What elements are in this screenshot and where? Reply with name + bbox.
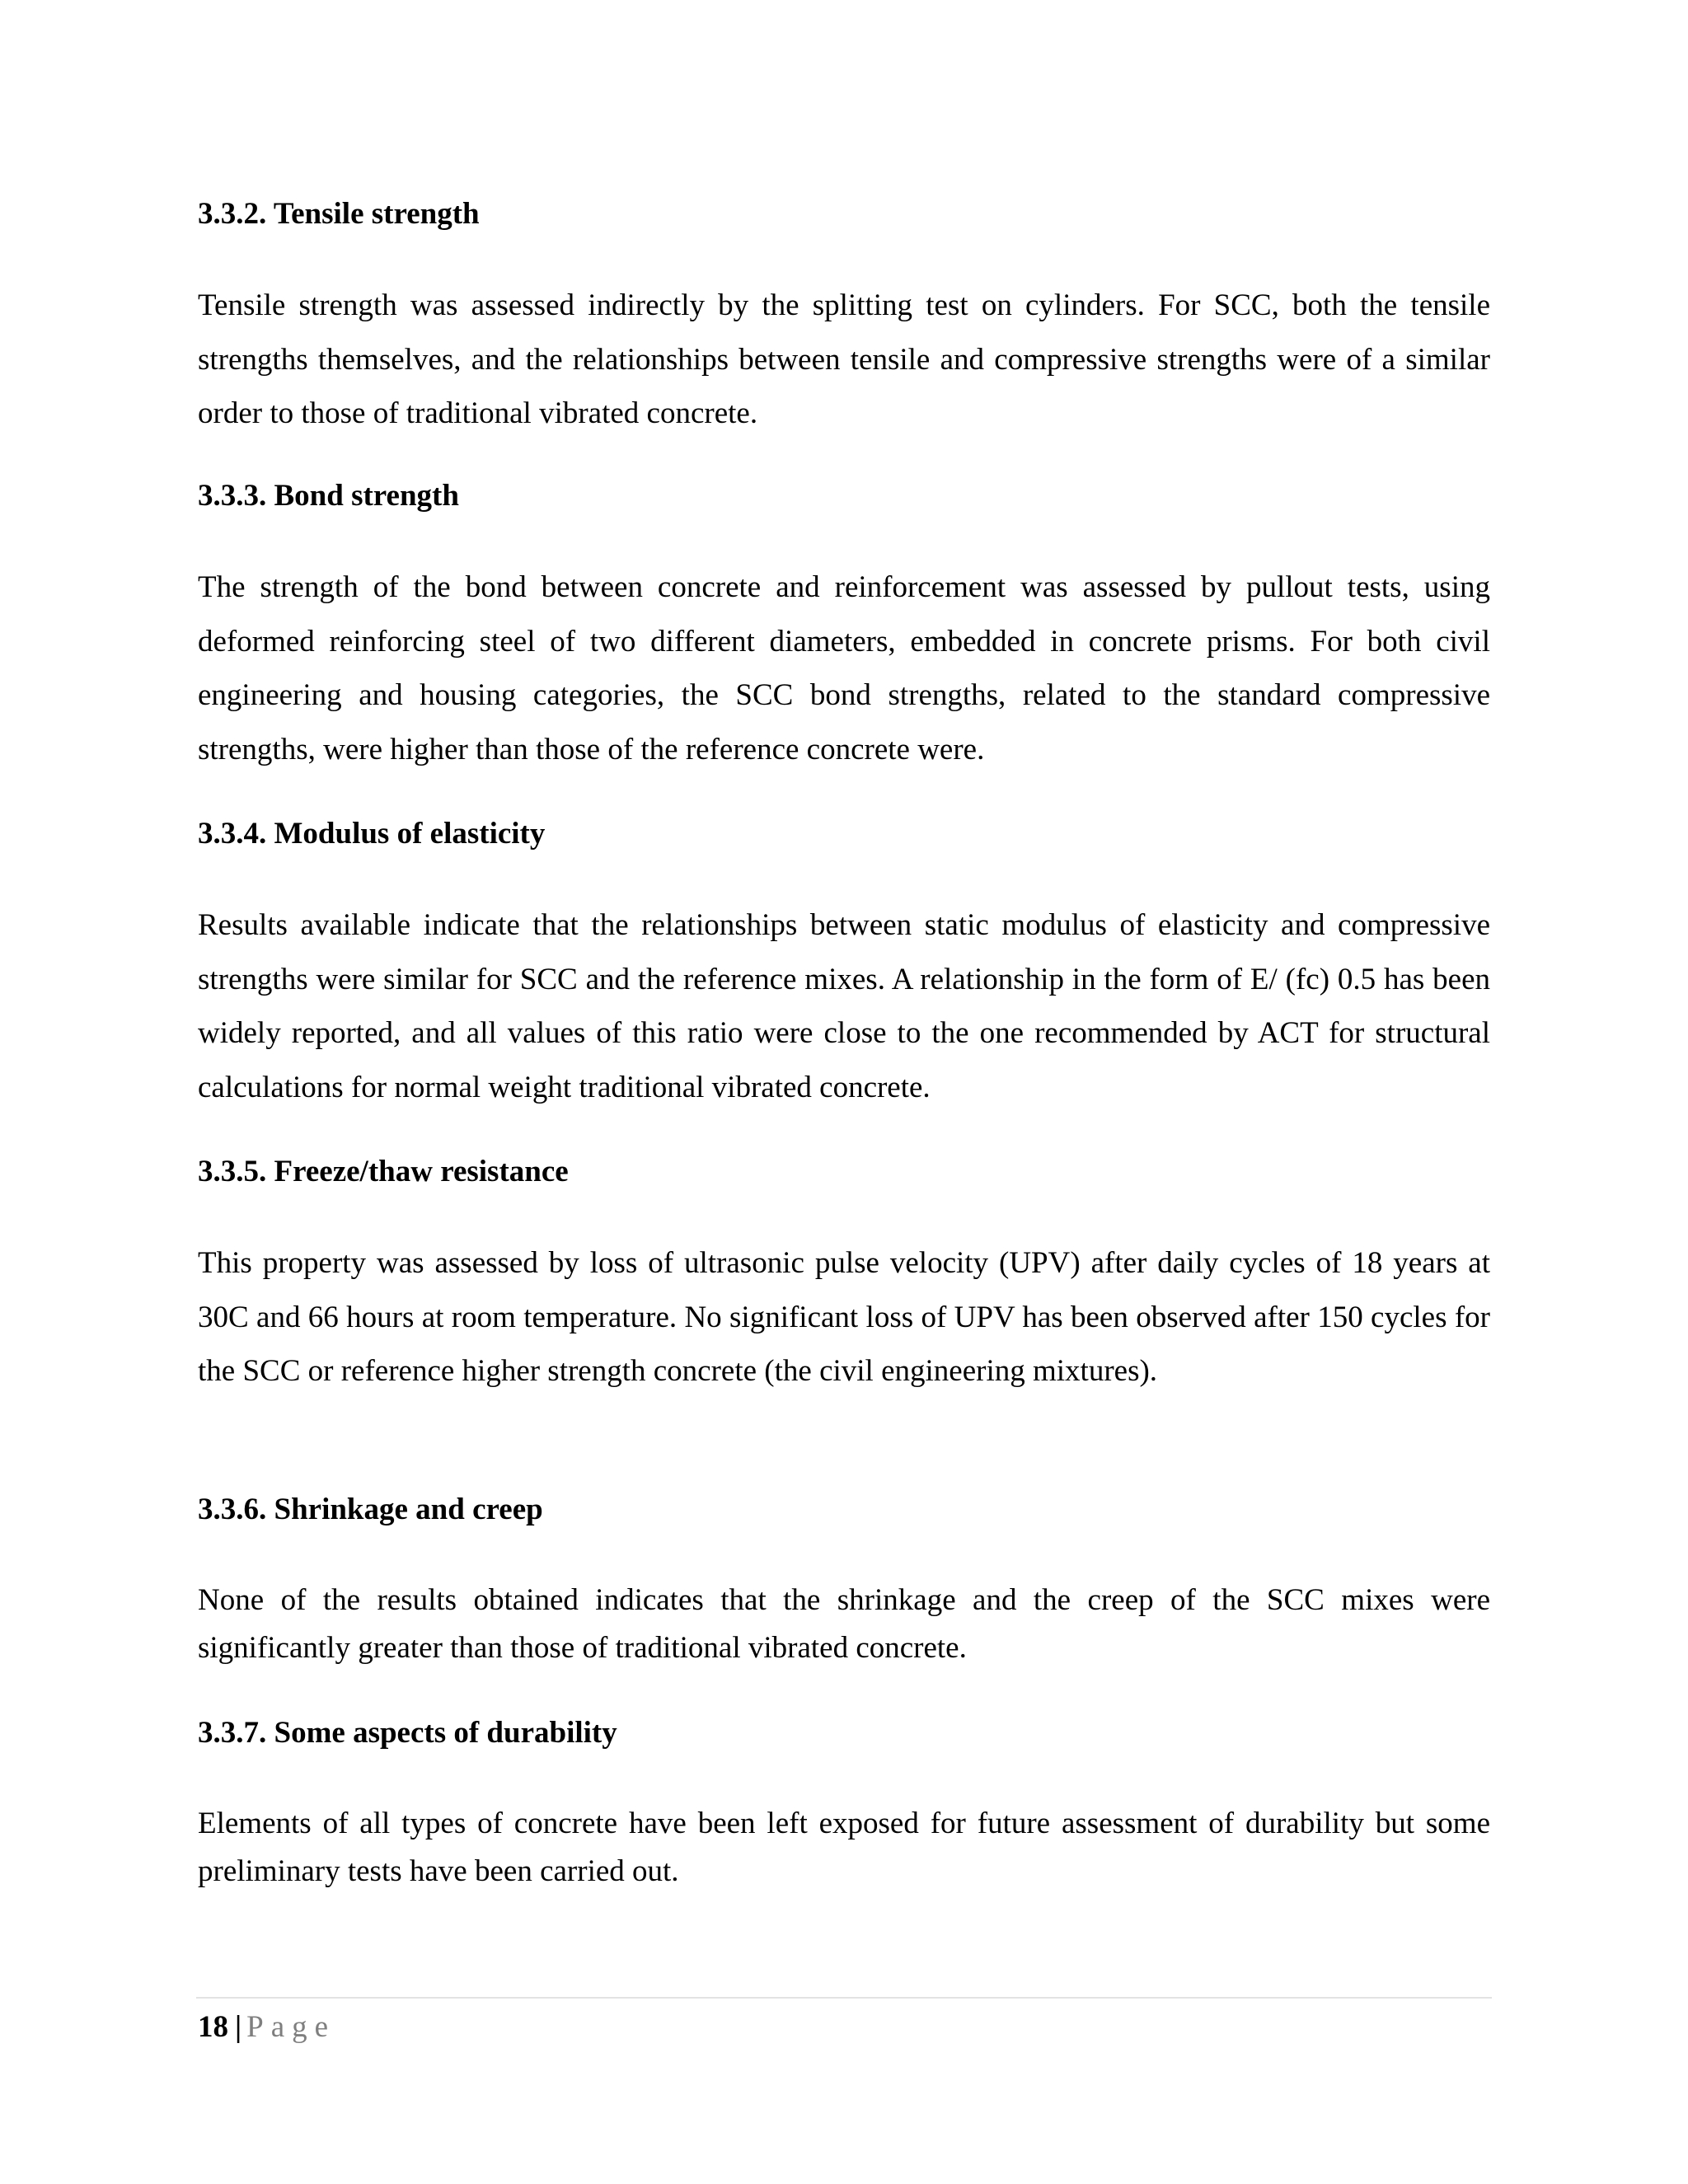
- section-body-freeze-thaw-resistance: This property was assessed by loss of ultrasonic pulse velocity (UPV) after daily cycles of 18 years at 30C and 66 hours at room temperature. No significant loss of UPV has been observed after 150 cycles for the SCC or reference higher strength concrete (the civil engineering mixtures).: [198, 1246, 1490, 1388]
- section-heading-modulus-of-elasticity: 3.3.4. Modulus of elasticity: [198, 817, 546, 851]
- section-body-shrinkage-and-creep: None of the results obtained indicates that the shrinkage and the creep of the SCC mixes were significantly greater than those of traditional vibrated concrete.: [198, 1583, 1490, 1665]
- page-number: 18: [198, 2010, 228, 2044]
- section-body-modulus-of-elasticity: Results available indicate that the relationships between static modulus of elasticity and compressive strengths were similar for SCC and the reference mixes. A relationship in the form of E/ (fc) 0.5 has been widely reported, and all values of this ratio were close to the one recommended by ACT for structural calculations for normal weight traditional vibrated concrete.: [198, 908, 1490, 1104]
- section-heading-freeze-thaw-resistance: 3.3.5. Freeze/thaw resistance: [198, 1155, 569, 1188]
- section-heading-shrinkage-and-creep: 3.3.6. Shrinkage and creep: [198, 1493, 543, 1526]
- page-footer: [198, 2008, 335, 2046]
- section-body-bond-strength: The strength of the bond between concrete and reinforcement was assessed by pullout tests, using deformed reinforcing steel of two different diameters, embedded in concrete prisms. For both civil engineering and housing categories, the SCC bond strengths, related to the standard compressive strengths, were higher than those of the reference concrete were.: [198, 570, 1490, 766]
- section-heading-bond-strength: 3.3.3. Bond strength: [198, 479, 459, 513]
- section-body-durability: Elements of all types of concrete have been left exposed for future assessment of durability but some preliminary tests have been carried out.: [198, 1807, 1490, 1888]
- footer-separator: |: [235, 2010, 242, 2044]
- section-heading-tensile-strength: 3.3.2. Tensile strength: [198, 197, 480, 231]
- section-heading-durability: 3.3.7. Some aspects of durability: [198, 1716, 617, 1750]
- section-body-tensile-strength: Tensile strength was assessed indirectly by the splitting test on cylinders. For SCC, both the tensile strengths themselves, and the relationships between tensile and compressive strengths were of a similar order to those of traditional vibrated concrete.: [198, 288, 1490, 430]
- footer-divider: [196, 1997, 1492, 1999]
- page-label: Page: [246, 2010, 336, 2044]
